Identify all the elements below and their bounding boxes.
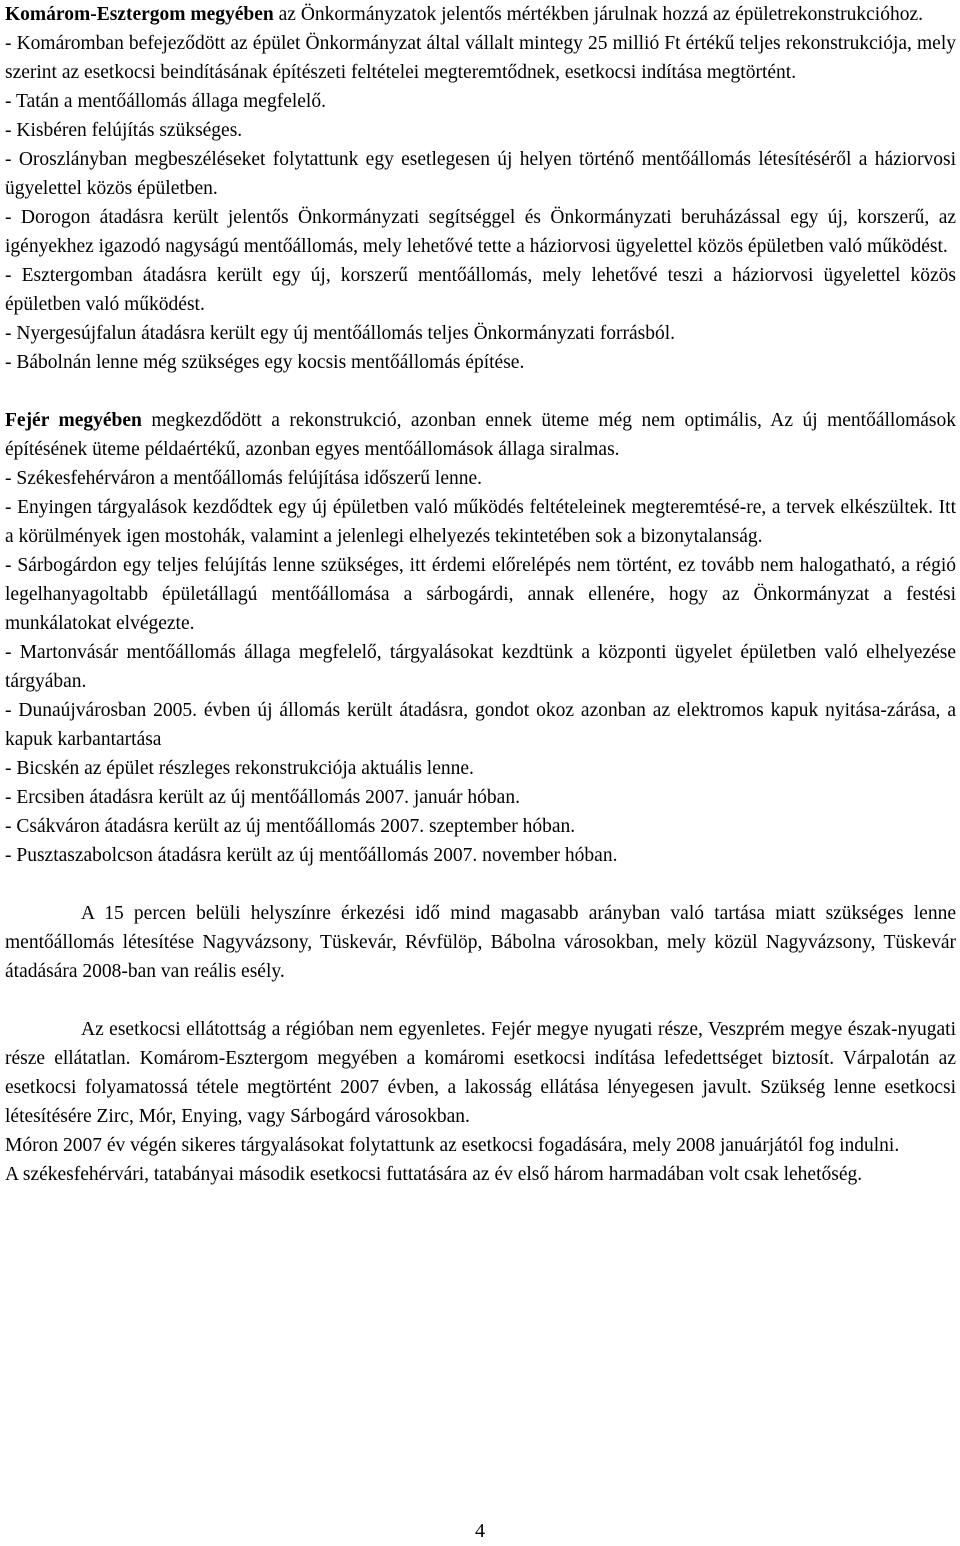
body-paragraph: Az esetkocsi ellátottság a régióban nem egyenletes. Fejér megye nyugati része, Veszprém megye észak-nyugati része ellátatlan. Komárom-Esztergom megyében a komáromi esetkocsi indítása lefedettséget biztosít. Várpalotán az esetkocsi folyamatossá tétele megtörtént 2007 évben, a lakosság ellátása lényegesen javult. Szükség lenne esetkocsi létesítésére Zirc, Mór, Enying, vagy Sárbogárd városokban. <box>5 1019 956 1127</box>
section-komarom-intro <box>5 0 956 29</box>
list-item: - Dunaújvárosban 2005. évben új állomás került átadásra, gondot okoz azonban az elektromos kapuk nyitása-zárása, a kapuk karbantartása <box>5 700 956 750</box>
list-item: - Bicskén az épület részleges rekonstrukciója aktuális lenne. <box>5 758 474 779</box>
body-paragraph: A székesfehérvári, tatabányai második esetkocsi futtatására az év első három harmadában volt csak lehetőség. <box>5 1164 863 1185</box>
document-page <box>5 0 956 1189</box>
list-item: - Komáromban befejeződött az épület Önkormányzat által vállalt mintegy 25 millió Ft értékű teljes rekonstrukciója, mely szerint az esetkocsi beindításának építészeti feltételei megteremtődnek, esetkocsi indítása megtörtént. <box>5 33 956 83</box>
section-fejer-intro <box>5 406 956 464</box>
list-item: - Enyingen tárgyalások kezdődtek egy új épületben való működés feltételeinek megteremtésé-re, a tervek elkészültek. Itt a körülmények igen mostohák, valamint a jelenlegi elhelyezés tekintetében sok a bizonytalanság. <box>5 497 956 547</box>
section-fejer-heading: Fejér megyében <box>5 410 142 431</box>
list-item: - Oroszlányban megbeszéléseket folytattunk egy esetlegesen új helyen történő mentőállomás létesítéséről a háziorvosi ügyelettel közös épületben. <box>5 149 956 199</box>
paragraph-gap <box>5 870 956 899</box>
list-item: - Dorogon átadásra került jelentős Önkormányzati segítséggel és Önkormányzati beruházással egy új, korszerű, az igényekhez igazodó nagyságú mentőállomás, mely lehetővé tette a háziorvosi ügyelettel közös épületben való működést. <box>5 207 956 257</box>
section-fejer-intro-text: megkezdődött a rekonstrukció, azonban ennek üteme még nem optimális, Az új mentőállomások építésének üteme példaértékű, azonban egyes mentőállomások állaga siralmas. <box>5 410 956 460</box>
list-item: - Nyergesújfalun átadásra került egy új mentőállomás teljes Önkormányzati forrásból. <box>5 323 676 344</box>
list-item: - Pusztaszabolcson átadásra került az új mentőállomás 2007. november hóban. <box>5 845 618 866</box>
body-paragraph: A 15 percen belüli helyszínre érkezési idő mind magasabb arányban való tartása miatt szükséges lenne mentőállomás létesítése Nagyvázsony, Tüskevár, Révfülöp, Bábolna városokban, mely közül Nagyvázsony, Tüskevár átadására 2008-ban van reális esély. <box>5 903 956 982</box>
paragraph-gap <box>5 377 956 406</box>
list-item: - Csákváron átadásra került az új mentőállomás 2007. szeptember hóban. <box>5 816 576 837</box>
list-item: - Martonvásár mentőállomás állaga megfelelő, tárgyalásokat kezdtünk a központi ügyelet épületben való elhelyezése tárgyában. <box>5 642 956 692</box>
section-komarom-intro-text: az Önkormányzatok jelentős mértékben járulnak hozzá az épületrekonstrukcióhoz. <box>273 4 923 25</box>
list-item: - Kisbéren felújítás szükséges. <box>5 120 243 141</box>
list-item: - Sárbogárdon egy teljes felújítás lenne szükséges, itt érdemi előrelépés nem történt, ez tovább nem halogatható, a régió legelhanyagoltabb épületállagú mentőállomása a sárbogárdi, annak ellenére, hogy az Önkormányzat a festési munkálatokat elvégezte. <box>5 555 956 634</box>
section-komarom-heading: Komárom-Esztergom megyében <box>5 4 274 25</box>
list-item: - Tatán a mentőállomás állaga megfelelő. <box>5 91 326 112</box>
paragraph-gap <box>5 986 956 1015</box>
list-item: - Bábolnán lenne még szükséges egy kocsis mentőállomás építése. <box>5 352 525 373</box>
list-item: - Székesfehérváron a mentőállomás felújítása időszerű lenne. <box>5 468 483 489</box>
list-item: - Esztergomban átadásra került egy új, korszerű mentőállomás, mely lehetővé teszi a háziorvosi ügyelettel közös épületben való működést. <box>5 265 956 315</box>
page-number: 4 <box>475 1520 485 1542</box>
body-paragraph: Móron 2007 év végén sikeres tárgyalásokat folytattunk az esetkocsi fogadására, mely 2008 januárjától fog indulni. <box>5 1135 900 1156</box>
list-item: - Ercsiben átadásra került az új mentőállomás 2007. január hóban. <box>5 787 520 808</box>
